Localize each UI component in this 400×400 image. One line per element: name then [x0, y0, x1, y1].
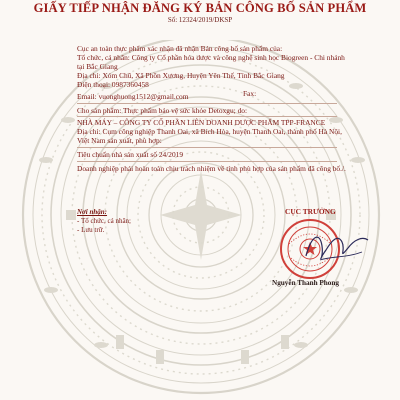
- product-line: Cho sản phẩm: Thực phẩm bảo vệ sức khỏe Detoxgu; do:: [77, 106, 248, 115]
- responsibility-line: Doanh nghiệp phải hoàn toàn chịu trách nhiệm về tính phù hợp của sản phẩm đã công bố./.: [77, 164, 346, 173]
- manufacturer-address-2: Việt Nam sản xuất, phù hợp:: [77, 136, 162, 145]
- authority-line: Cục an toàn thực phẩm xác nhận đã nhận Bản công bố sản phẩm của:: [77, 44, 283, 53]
- separator-2: [77, 116, 337, 117]
- email-value: vuonghuong1512@gmail.com: [98, 92, 189, 101]
- organization-line-2: tại Bắc Giang: [77, 62, 118, 71]
- address-line: Địa chỉ: Xóm Chũ, Xã Phồn Xương, Huyện Yên Thế, Tỉnh Bắc Giang: [77, 71, 285, 80]
- email-label: Email:: [77, 92, 99, 101]
- separator-1: [77, 103, 337, 104]
- standard-line: Tiêu chuẩn nhà sản xuất số 24/2019: [77, 150, 184, 159]
- recipient-item: - Tổ chức, cá nhân;: [77, 217, 132, 225]
- fax-label: Fax:: [243, 89, 257, 98]
- organization-line-1: Tổ chức, cá nhân: Công ty Cổ phần hóa dược và công nghệ sinh học Biogreen - Chi nhánh: [77, 53, 345, 62]
- signatory-name: Nguyễn Thanh Phong: [272, 279, 339, 287]
- handwritten-signature: [302, 226, 372, 270]
- document-number: Số: 12324/2019/DKSP: [167, 16, 233, 24]
- manufacturer-line: NHÀ MÁY – CÔNG TY CỔ PHẦN LIÊN DOANH DƯỢC PHẨM TPP-FRANCE: [77, 118, 326, 127]
- separator-3: [77, 147, 337, 148]
- phone-line: Điện thoại: 0987360458: [77, 80, 149, 89]
- signatory-office: CỤC TRƯỞNG: [285, 207, 336, 216]
- manufacturer-address-1: Địa chỉ: Cụm công nghiệp Thanh Oai, xã Bích Hòa, huyện Thanh Oai, thành phố Hà Nội,: [77, 127, 342, 136]
- recipient-item: - Lưu trữ.: [77, 226, 105, 234]
- separator-4: [77, 161, 337, 162]
- document-title: GIẤY TIẾP NHẬN ĐĂNG KÝ BẢN CÔNG BỐ SẢN PHẨM: [33, 1, 367, 15]
- email-line: [77, 93, 189, 102]
- recipients-heading: Nơi nhận:: [77, 208, 108, 216]
